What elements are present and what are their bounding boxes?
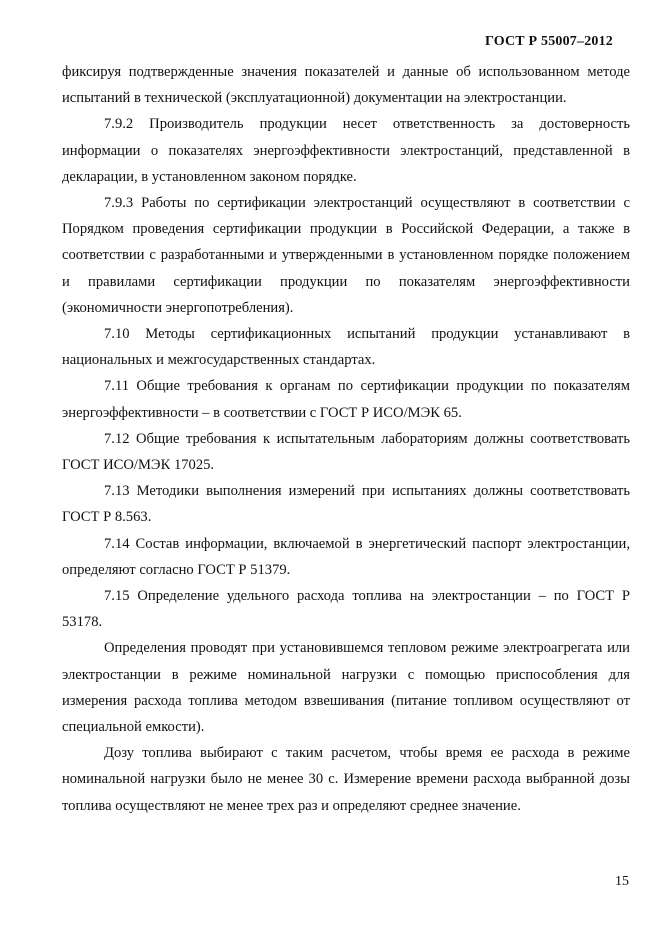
paragraph-7-12: 7.12 Общие требования к испытательным лабораториям должны соответствовать ГОСТ ИСО/МЭК 17025. xyxy=(62,430,630,474)
page-number: 15 xyxy=(615,874,629,889)
paragraph-fuel-dose: Дозу топлива выбирают с таким расчетом, чтобы время ее расхода в режиме номинальной нагрузки было не менее 30 с. Измерение времени расхода выбранной дозы топлива осуществляют не менее трех раз и определяют среднее значение. xyxy=(62,745,630,814)
paragraph-7-14: 7.14 Состав информации, включаемой в энергетический паспорт электростанции, определяют согласно ГОСТ Р 51379. xyxy=(62,535,630,578)
paragraph-7-15: 7.15 Определение удельного расхода топлива на электростанции – по ГОСТ Р 53178. xyxy=(62,588,630,631)
paragraph-7-10: 7.10 Методы сертификационных испытаний продукции устанавливают в национальных и межгосударственных стандартах. xyxy=(62,326,630,369)
standard-code-header: ГОСТ Р 55007–2012 xyxy=(484,34,613,49)
paragraph-7-13: 7.13 Методики выполнения измерений при испытаниях должны соответствовать ГОСТ Р 8.563. xyxy=(62,483,630,526)
paragraph-7-9-2: 7.9.2 Производитель продукции несет ответственность за достоверность информации о показателях энергоэффективности электростанций, представленной в декларации, в установленном законом порядке. xyxy=(62,116,630,185)
paragraph-7-11: 7.11 Общие требования к органам по сертификации продукции по показателям энергоэффективности – в соответствии с ГОСТ Р ИСО/МЭК 65. xyxy=(62,378,630,421)
paragraph-determination-conditions: Определения проводят при установившемся тепловом режиме электроагрегата или электростанции в режиме номинальной нагрузки с помощью приспособления для измерения расхода топлива методом взвешивания (питание топливом осуществляют от специальной емкости). xyxy=(62,640,630,736)
body-text xyxy=(62,59,630,819)
paragraph-continuation: фиксируя подтвержденные значения показателей и данные об использованном методе испытаний в технической (эксплуатационной) документации на электростанции. xyxy=(62,64,630,107)
paragraph-7-9-3: 7.9.3 Работы по сертификации электростанций осуществляют в соответствии с Порядком проведения сертификации продукции в Российской Федерации, а также в соответствии с разработанными и утвержденными в установленном порядке положением и правилами сертификации продукции по показателям энергоэффективности (экономичности энергопотребления). xyxy=(62,195,630,316)
